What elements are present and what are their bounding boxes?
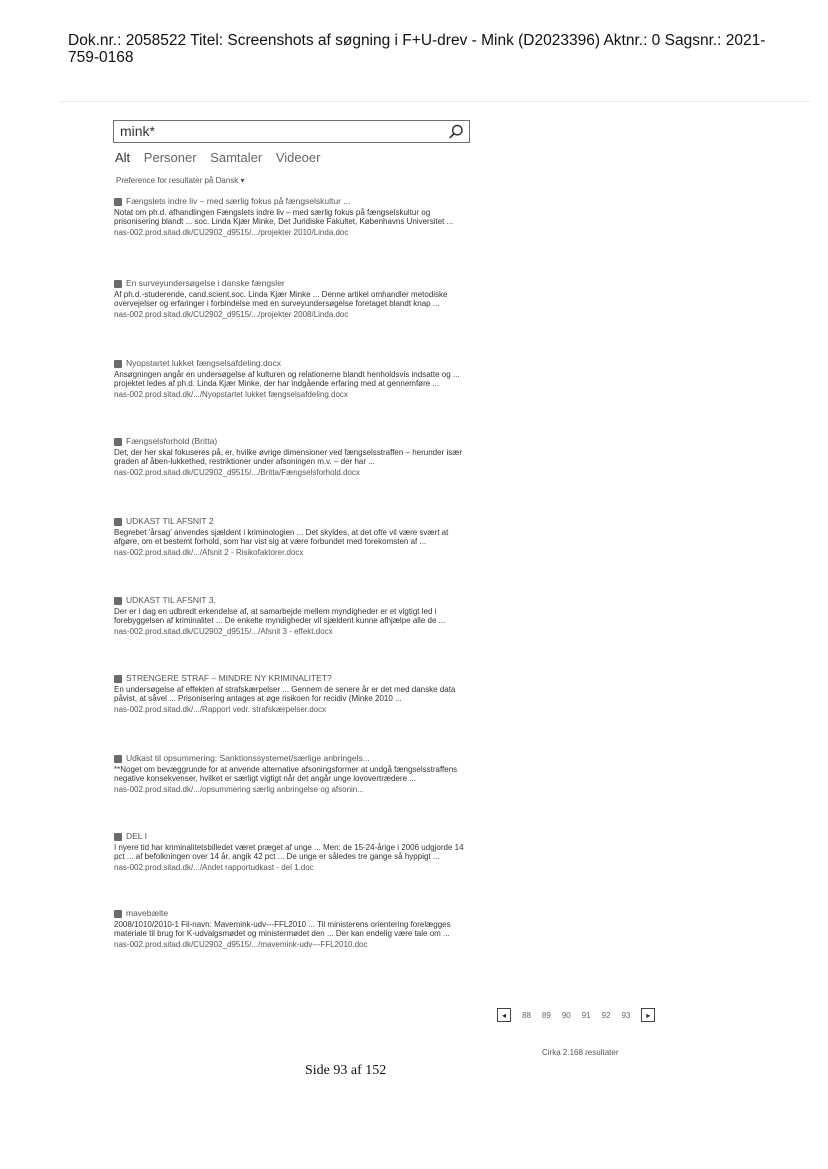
result-url[interactable]: nas-002.prod.sitad.dk/CU2902_d9515/.../Britta/Fængselsforhold.docx [114, 467, 360, 477]
result-title-row[interactable] [114, 909, 474, 919]
result-snippet: Af ph.d.-studerende, cand.scient.soc. Linda Kjær Minke ... Denne artikel omhandler metodiske overvejelser og erfaringer i forbindelse med en surveyundersøgelse foretaget blandt knap ... [114, 289, 448, 309]
document-icon [114, 360, 122, 368]
result-snippet: Det, der her skal fokuseres på, er, hvilke øvrige dimensioner ved fængselsstraffen – herunder især graden af åben-lukkethed, restriktioner under afsoningen m.v. – der har ... [114, 447, 463, 467]
result-url[interactable]: nas-002.prod.sitad.dk/.../Afsnit 2 - Risikofaktorer.docx [114, 547, 304, 557]
result-snippet: Begrebet 'årsag' anvendes sjældent i kriminologien ... Det skyldes, at det ofte vil være svært at afgøre, om et bestemt forhold, som har vist sig at være forbundet med forekomsten af ... [114, 527, 449, 547]
document-icon [114, 755, 122, 763]
result-url[interactable]: nas-002.prod.sitad.dk/CU2902_d9515/.../projekter 2010/Linda.doc [114, 227, 349, 237]
language-preference[interactable]: Preference for resultater på Dansk ▾ [116, 176, 245, 185]
result-snippet: 2008/1010/2010-1 Fil-navn: Mavemink-udv---FFL2010 ... Til ministerens orientering forelægges materiale til brug for K-udvalgsmødet og ministermødet den ... Der kan endelig være tale om ... [114, 919, 451, 939]
result-item [114, 909, 474, 949]
page-number: Side 93 af 152 [305, 1063, 387, 1078]
result-count: Cirka 2.168 resultater [542, 1048, 619, 1057]
page-link[interactable]: 92 [601, 1010, 611, 1020]
result-title-row[interactable] [114, 437, 474, 447]
document-icon [114, 198, 122, 206]
result-title[interactable]: DEL I [126, 831, 147, 841]
document-icon [114, 597, 122, 605]
page-link[interactable]: 93 [621, 1010, 631, 1020]
result-title-row[interactable] [114, 832, 474, 842]
result-snippet: I nyere tid har kriminalitetsbilledet været præget af unge ... Men: de 15-24-årige i 2006 udgjorde 14 pct ... af befolkningen over 14 år, angik 42 pct ... De unge er således tre gange så hyppigt ... [114, 842, 464, 862]
result-snippet: Notat om ph.d. afhandlingen Fængslets indre liv – med særlig fokus på fængselskultur og prisonisering blandt ... soc. Linda Kjær Minke, Det Juridiske Fakultet, Københavns Universitet ... [114, 207, 454, 227]
result-title-row[interactable] [114, 596, 474, 606]
result-item [114, 754, 474, 794]
prev-page-button[interactable]: ◂ [497, 1008, 511, 1022]
result-title-row[interactable] [114, 674, 474, 684]
result-title[interactable]: Nyopstartet lukket fængselsafdeling.docx [126, 358, 281, 368]
page-link[interactable]: 88 [522, 1010, 531, 1020]
pagination [497, 1008, 655, 1022]
tab-alt[interactable]: Alt [115, 150, 131, 165]
result-snippet: En undersøgelse af effekten af strafskærpelser ... Gennem de senere år er det med danske data påvist, at såvel ... Prisonisering antages at øge risikoen for recidiv (Minke 2010 ... [114, 684, 456, 704]
document-icon [114, 910, 122, 918]
search-icon[interactable] [447, 123, 465, 141]
result-title[interactable]: UDKAST TIL AFSNIT 2 [126, 516, 214, 526]
result-title-row[interactable] [114, 359, 474, 369]
result-url[interactable]: nas-002.prod.sitad.dk/CU2902_d9515/.../Afsnit 3 - effekt.docx [114, 626, 333, 636]
next-page-button[interactable]: ▸ [641, 1008, 655, 1022]
page-link[interactable]: 91 [581, 1010, 591, 1020]
document-header: Dok.nr.: 2058522 Titel: Screenshots af søgning i F+U-drev - Mink (D2023396) Aktnr.: 0 Sagsnr.: 2021-759-0168 [68, 32, 766, 66]
result-title-row[interactable] [114, 279, 474, 289]
result-title[interactable]: STRENGERE STRAF – MINDRE NY KRIMINALITET? [126, 673, 332, 683]
divider [60, 101, 810, 102]
result-item [114, 517, 474, 557]
result-url[interactable]: nas-002.prod.sitad.dk/CU2902_d9515/.../projekter 2008/Linda.doc [114, 309, 349, 319]
result-item [114, 674, 474, 714]
document-icon [114, 833, 122, 841]
result-snippet: Der er i dag en udbredt erkendelse af, at samarbejde mellem myndigheder er et vigtigt led i forebyggelsen af kriminalitet ... De enkelte myndigheder vil sjældent kunne afhjælpe alle de ... [114, 606, 446, 626]
tab-videoer[interactable]: Videoer [275, 150, 321, 165]
result-snippet: Ansøgningen angår en undersøgelse af kulturen og relationerne blandt henholdsvis indsatte og ... projektet ledes af ph.d. Linda Kjær Minke, der har indgående erfaring med at gennemføre ... [114, 369, 460, 389]
result-title[interactable]: Udkast til opsummering: Sanktionssystemet/særlige anbringels... [126, 753, 370, 763]
result-url[interactable]: nas-002.prod.sitad.dk/.../opsummering særlig anbringelse og afsonin... [114, 784, 364, 794]
result-title[interactable]: Fængslets indre liv – med særlig fokus på fængselskultur ... [126, 196, 351, 206]
result-title-row[interactable] [114, 517, 474, 527]
result-item [114, 197, 474, 237]
result-title-row[interactable] [114, 754, 474, 764]
page-link[interactable]: 89 [541, 1010, 551, 1020]
result-title[interactable]: mavebælte [126, 908, 169, 918]
result-title-row[interactable] [114, 197, 474, 207]
result-url[interactable]: nas-002.prod.sitad.dk/.../Andet rapportudkast - del 1.doc [114, 862, 314, 872]
result-title[interactable]: En surveyundersøgelse i danske fængsler [126, 278, 285, 288]
result-title[interactable]: Fængselsforhold (Britta) [126, 436, 218, 446]
search-input[interactable]: mink* [120, 123, 156, 139]
search-box[interactable] [113, 120, 470, 143]
tab-personer[interactable]: Personer [143, 150, 197, 165]
result-item [114, 437, 474, 477]
document-icon [114, 518, 122, 526]
document-icon [114, 675, 122, 683]
document-icon [114, 280, 122, 288]
result-title[interactable]: UDKAST TIL AFSNIT 3. [126, 595, 216, 605]
result-url[interactable]: nas-002.prod.sitad.dk/.../Nyopstartet lukket fængselsafdeling.docx [114, 389, 348, 399]
tab-samtaler[interactable]: Samtaler [210, 150, 263, 165]
result-url[interactable]: nas-002.prod.sitad.dk/.../Rapport vedr. strafskærpelser.docx [114, 704, 327, 714]
page-link[interactable]: 90 [561, 1010, 571, 1020]
document-icon [114, 438, 122, 446]
result-url[interactable]: nas-002.prod.sitad.dk/CU2902_d9515/.../mavemink-udv---FFL2010.doc [114, 939, 368, 949]
search-tabs [115, 150, 330, 165]
result-item [114, 279, 474, 319]
result-snippet: **Noget om bevæggrunde for at anvende alternative afsoningsformer at undgå fængselsstraffens negative konsekvenser, hvilket er særligt vigtigt når det angår unge lovovertrædere ... [114, 764, 458, 784]
result-item [114, 359, 474, 399]
result-item [114, 832, 474, 872]
result-item [114, 596, 474, 636]
